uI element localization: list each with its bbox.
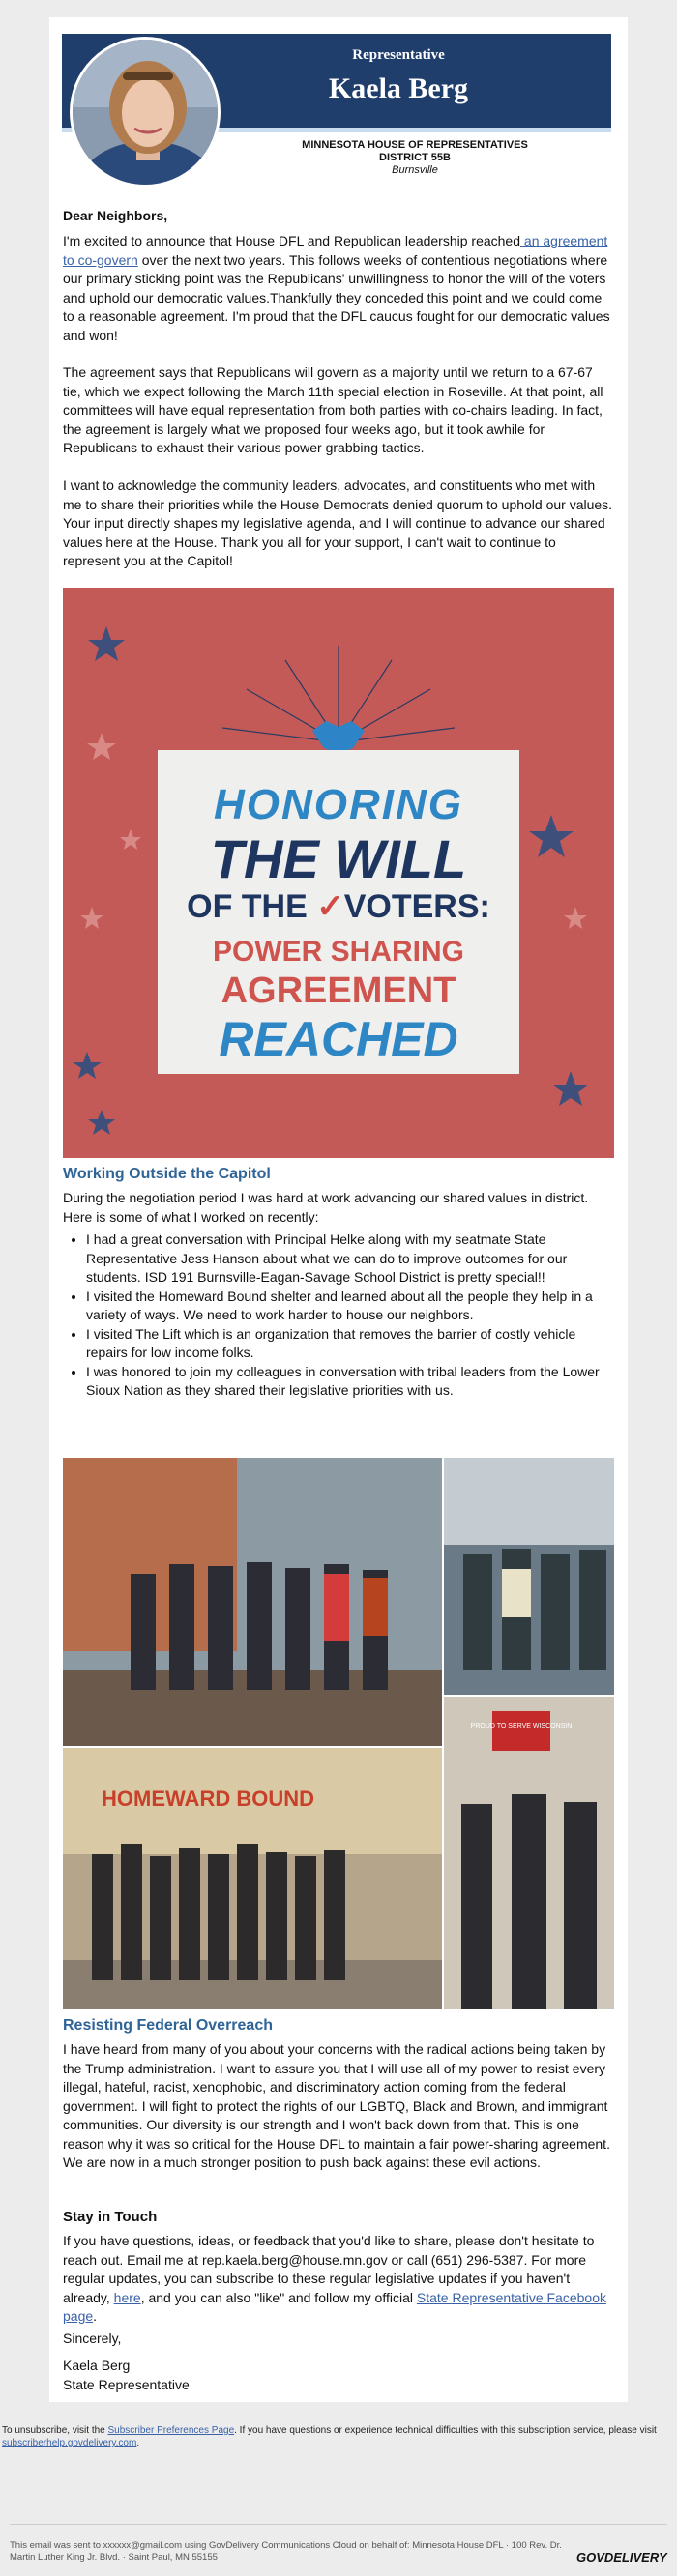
homeward-bound-mural: HOMEWARD BOUND <box>102 1786 314 1810</box>
intro-text-2: over the next two years. This follows weeks of contentious negotiations where our primary sticking point was the Republicans' unwillingness to honor the will of the voters and uphold our democratic values.Thankfully they conceded this point and we could come to a reasonable agreement. I'm proud that the DFL caucus fought for our democratic values and won! <box>63 251 610 343</box>
agreement-banner <box>63 588 614 1158</box>
banner-line-voters <box>158 887 519 926</box>
signoff-sincerely: Sincerely, <box>63 2330 122 2346</box>
banner-line-reached: REACHED <box>219 1012 458 1066</box>
banner-line-the-will: THE WILL <box>210 828 467 889</box>
banner-line-honoring: HONORING <box>214 781 463 828</box>
photo-lower-sioux-meeting <box>63 1458 442 1746</box>
contact-text-3: . <box>93 2308 98 2324</box>
photo-school-visit <box>444 1697 614 2009</box>
section-heading-stay-in-touch: Stay in Touch <box>63 2209 158 2225</box>
list-item: • I was honored to join my colleagues in conversation with tribal leaders from the Lower Sioux Nation as they shared their legislative priorities with us. <box>86 1363 614 1401</box>
footer-text-3: . <box>136 2438 140 2448</box>
govdelivery-logo: GOVDELIVERY <box>576 2550 667 2564</box>
unsubscribe-footer <box>0 2424 677 2449</box>
subscribe-here-link[interactable]: here <box>113 2289 141 2305</box>
section-heading-outside-capitol: Working Outside the Capitol <box>63 1166 271 1182</box>
agreement-paragraph: The agreement says that Republicans will govern as a majority until we return to a 67-67 tie, which we expect following the March 11th special election in Roseville. At that point, all committees will have equal representation from both parties with co-chairs leading. In fact, the agreement is largely what we proposed four weeks ago, but it took awhile for Republicans to exhaust their various power grabbing tactics. <box>63 364 603 455</box>
federal-paragraph: I have heard from many of you about your concerns with the radical actions being taken by the Trump administration. I want to assure you that I will use all of my power to resist every illegal, hateful, racist, xenophobic, and discriminatory action coming from the federal government. I will fight to protect the rights of our LGBTQ, Black and Brown, and immigrant communities. Our diversity is our strength and I won't back down from that. This is one reason why it was so critical for the House DFL to maintain a fair power-sharing agreement. We are now in a much stronger position to push back against these evil actions. <box>63 2041 610 2170</box>
list-item: • I visited the Homeward Bound shelter and learned about all the people they help in a variety of ways. We need to work harder to house our neighbors. <box>86 1288 614 1325</box>
district-info <box>270 139 560 177</box>
chamber-label: MINNESOTA HOUSE OF REPRESENTATIVES <box>302 139 528 151</box>
banner-panel <box>158 750 519 1074</box>
activity-list <box>86 1230 614 1401</box>
banner-line-power-sharing: POWER SHARING <box>212 936 464 968</box>
co-govern-link[interactable]: an agreement to co-govern <box>63 233 608 268</box>
district-label: DISTRICT 55B <box>379 152 451 163</box>
contact-text: If you have questions, ideas, or feedback that you'd like to share, please don't hesitate to reach out. Email me at rep.kaela.berg@house.mn.gov or call (651) 296-5387. For more regular updates, you can subscribe to these regular legislative updates if you haven't already, <box>63 2233 595 2305</box>
facebook-page-link[interactable]: State Representative Facebook page <box>63 2289 606 2324</box>
subscriber-preferences-link[interactable]: Subscriber Preferences Page <box>107 2425 235 2436</box>
signoff-title: State Representative <box>63 2377 190 2392</box>
banner-of-the: OF THE <box>187 888 317 925</box>
banner-voters: VOTERS: <box>343 888 490 925</box>
header-name: Kaela Berg <box>328 72 469 104</box>
avatar <box>70 37 221 188</box>
banner-line-agreement: AGREEMENT <box>221 970 456 1011</box>
sent-notice: This email was sent to xxxxxx@gmail.com using GovDelivery Communications Cloud on behalf of: Minnesota House DFL · 100 Rev. Dr. Martin Luther King Jr. Blvd. · Saint Paul, MN 55155 <box>10 2540 562 2562</box>
subscriber-help-link[interactable]: subscriberhelp.govdelivery.com <box>2 2438 137 2448</box>
footer-text-2: . If you have questions or experience technical difficulties with this subscription service, please visit <box>234 2425 657 2436</box>
contact-text-2: , and you can also "like" and follow my official <box>140 2289 417 2305</box>
acknowledge-paragraph: I want to acknowledge the community leaders, advocates, and constituents who met with me to share their priorities while the House Democrats denied quorum to uphold our values. Your input directly shapes my legislative agenda, and I will continue to advance our shared values here at the House. Thank you all for your support, I can't wait to continue to represent you at the Capitol! <box>63 478 613 568</box>
checkmark-icon: ✓ <box>316 888 344 925</box>
footer-divider <box>10 2524 667 2525</box>
photo-collage <box>63 1458 614 2009</box>
photo-the-lift <box>444 1458 614 1695</box>
list-item: • I visited The Lift which is an organization that removes the barrier of costly vehicle repairs for low income folks. <box>86 1325 614 1363</box>
photo-homeward-bound <box>63 1748 442 2009</box>
city-label: Burnsville <box>392 164 438 176</box>
email-card <box>49 17 628 2402</box>
greeting: Dear Neighbors, <box>63 208 168 223</box>
list-item: • I had a great conversation with Principal Helke along with my seatmate State Representative Jess Hanson about what we can do to improve outcomes for our students. ISD 191 Burnsville-Eagan-Savage School District is pretty special!! <box>86 1230 614 1288</box>
intro-paragraph <box>63 232 614 345</box>
proud-to-serve-sign: PROUD TO SERVE WISCONSIN <box>470 1723 573 1730</box>
contact-paragraph <box>63 2232 614 2327</box>
header-title-small: Representative <box>352 47 445 63</box>
footer-text: To unsubscribe, visit the <box>2 2425 108 2436</box>
signoff-name: Kaela Berg <box>63 2358 131 2373</box>
section-heading-federal-overreach: Resisting Federal Overreach <box>63 2017 273 2034</box>
intro-text: I'm excited to announce that House DFL and Republican leadership reached <box>63 233 521 248</box>
section-intro: During the negotiation period I was hard at work advancing our shared values in district. Here is some of what I worked on recently: <box>63 1190 589 1225</box>
